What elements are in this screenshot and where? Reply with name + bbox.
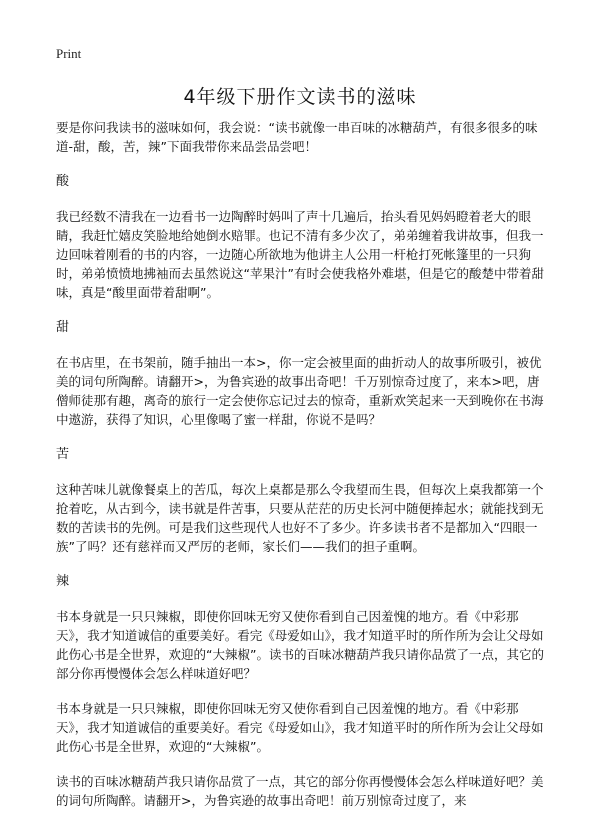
paragraph: 这种苦味儿就像餐桌上的苦瓜，每次上桌都是那么令我望而生畏，但每次上桌我都第一个抢着吃，从古到今，读书就是件苦事，只要从茫茫的历史长河中随便捧起水；就能找到无数的苦读书的先例。可是我们这些现代人也好不了多少。许多读书者不是都加入“四眼一族”了吗？还有慈祥而又严厉的老师，家长们——我们的担子重啊。: [56, 482, 544, 554]
paragraph: 要是你问我读书的滋味如何，我会说：“读书就像一串百味的冰糖葫芦，有很多很多的味道-甜，酸，苦，辣”下面我带你来品尝品尝吧！: [56, 120, 538, 154]
paragraph: 书本身就是一只只辣椒，即使你回味无穷又使你看到自己因羞愧的地方。看《中彩那天》，我才知道诚信的重要美好。看完《母爱如山》，我才知道平时的所作所为会让父母如此伤心书是全世界，欢迎的“大辣椒”。读书的百味冰糖葫芦我只请你品赏了一点，其它的部分你再慢慢体会怎么样味道好吧？: [56, 609, 544, 681]
section-heading: 苦: [56, 447, 70, 462]
article-body: [56, 118, 548, 826]
paragraph: 在书店里，在书架前，随手抽出一本>，你一定会被里面的曲折动人的故事所吸引，被优美的词句所陶醉。请翻开>，为鲁宾逊的故事出奇吧！千万别惊奇过度了，来本>吧，唐僧师徒那有趣，离奇的旅行一定会使你忘记过去的惊奇，重新欢笑起来一天到晚你在书海中遨游，获得了知识，心里像喝了蜜一样甜，你说不是吗？: [56, 355, 544, 427]
section-heading: 酸: [56, 174, 70, 189]
section-heading: 辣: [56, 574, 70, 589]
section-heading: 甜: [56, 320, 70, 335]
paragraph: 读书的百味冰糖葫芦我只请你品赏了一点，其它的部分你再慢慢体会怎么样味道好吧？美的词句所陶醉。请翻开>，为鲁宾逊的故事出奇吧！前万别惊奇过度了，来: [56, 774, 544, 808]
paragraph: 我已经数不清我在一边看书一边陶醉时妈叫了声十几遍后，抬头看见妈妈瞪着老大的眼睛，我赶忙嬉皮笑脸地给她倒水赔罪。也记不清有多少次了，弟弟缠着我讲故事，但我一边回味着刚看的书的内容，一边随心所欲地为他讲主人公用一杆枪打死帐篷里的一只狗时，弟弟愤愤地拂袖而去虽然说这“苹果汁”有时会使我格外难堪，但是它的酸楚中带着甜味，真是“酸里面带着甜啊”。: [56, 209, 544, 300]
paragraph: 书本身就是一只只辣椒，即使你回味无穷又使你看到自己因羞愧的地方。看《中彩那天》，我才知道诚信的重要美好。看完《母爱如山》，我才知道平时的所作所为会让父母如此伤心书是全世界，欢迎的“大辣椒”。: [56, 701, 544, 754]
page-title: 4年级下册作文读书的滋味: [183, 86, 417, 108]
print-link[interactable]: Print: [56, 46, 82, 61]
